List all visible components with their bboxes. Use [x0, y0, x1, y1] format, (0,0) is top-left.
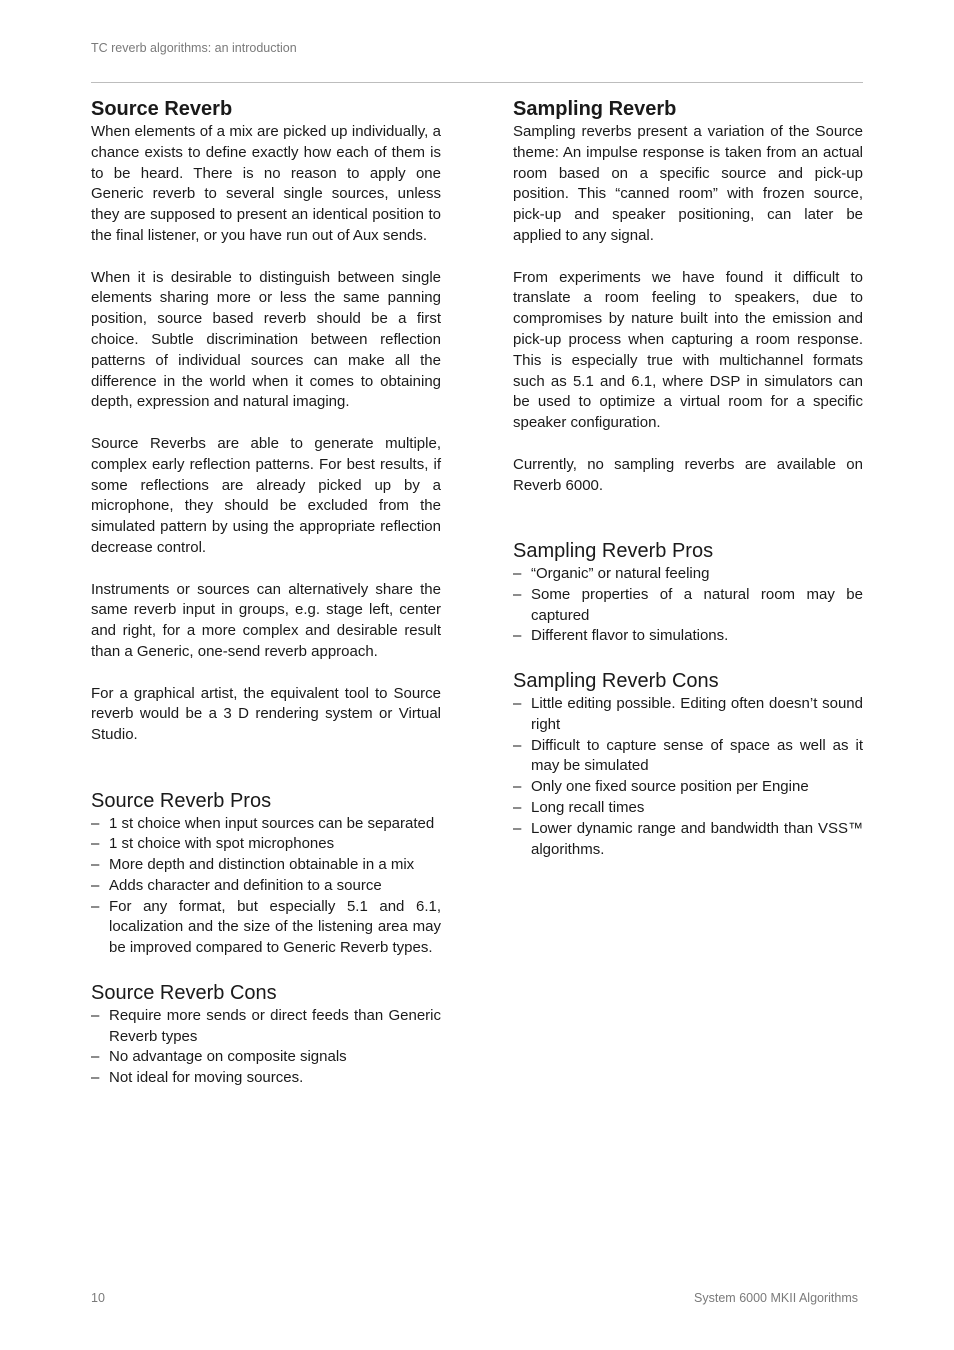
sampling-reverb-paragraph-1: Sampling reverbs present a variation of the Source theme: An impulse response is taken from an actual room based on a specific source and pick-up position. This “canned room” with frozen source, pick-up and speaker positioning, can later be applied to any signal. — [513, 123, 863, 244]
list-item: – Different flavor to simulations. — [513, 626, 863, 647]
spacer — [91, 767, 441, 788]
source-reverb-paragraph-5: For a graphical artist, the equivalent tool to Source reverb would be a 3 D rendering system or Virtual Studio. — [91, 684, 441, 744]
list-item: – For any format, but especially 5.1 and 6.1, localization and the size of the listening area may be improved compared to Generic Reverb types. — [91, 897, 441, 959]
sampling-reverb-paragraph-3: Currently, no sampling reverbs are available on Reverb 6000. — [513, 455, 863, 494]
sampling-reverb-heading: Sampling Reverb — [513, 98, 677, 120]
list-item: – Difficult to capture sense of space as well as it may be simulated — [513, 736, 863, 778]
page-number: 10 — [91, 1291, 105, 1305]
running-head: TC reverb algorithms: an introduction — [91, 41, 297, 55]
list-item: – Lower dynamic range and bandwidth than VSS™ algorithms. — [513, 819, 863, 861]
list-item: – Long recall times — [513, 798, 863, 819]
list-item: – Some properties of a natural room may be captured — [513, 585, 863, 627]
sampling-reverb-paragraph-2: From experiments we have found it difficult to translate a room feeling to speakers, due to compromises by nature built into the emission and pick-up process when capturing a room response. This is especially true with multichannel formats such as 5.1 and 6.1, where DSP in simulators can be used to optimize a virtual room for a specific speaker configuration. — [513, 268, 863, 432]
spacer — [513, 517, 863, 538]
list-item: – Little editing possible. Editing often doesn’t sound right — [513, 694, 863, 736]
source-reverb-paragraph-3: Source Reverbs are able to generate multiple, complex early reflection patterns. For best results, if some reflections are already picked up by a microphone, they should be excluded from the simulated pattern by using the appropriate reflection decrease control. — [91, 434, 441, 556]
right-column — [513, 96, 863, 881]
list-item: – Not ideal for moving sources. — [91, 1068, 441, 1089]
list-item: – More depth and distinction obtainable in a mix — [91, 855, 441, 876]
source-reverb-heading: Source Reverb — [91, 98, 233, 120]
source-reverb-cons-list — [91, 1006, 441, 1089]
source-reverb-paragraph-1: When elements of a mix are picked up individually, a chance exists to define exactly how each of them is to be heard. There is no reason to apply one Generic reverb to several single sources, unless they are supposed to present an identical position to the final listener, or you have run out of Aux sends. — [91, 123, 441, 244]
footer-product-title: System 6000 MKII Algorithms — [694, 1291, 858, 1305]
list-item: – No advantage on composite signals — [91, 1047, 441, 1068]
header-rule — [91, 82, 863, 83]
list-item: – 1 st choice with spot microphones — [91, 834, 441, 855]
source-reverb-cons-heading: Source Reverb Cons — [91, 981, 277, 1004]
sampling-reverb-pros-heading: Sampling Reverb Pros — [513, 539, 714, 562]
source-reverb-paragraph-2: When it is desirable to distinguish between single elements sharing more or less the same panning position, source based reverb should be a first choice. Subtle discrimination between reflection patterns of individual sources can make all the difference in the world when it comes to obtaining depth, expression and natural imaging. — [91, 268, 441, 411]
source-reverb-paragraph-4: Instruments or sources can alternatively share the same reverb input in groups, e.g. stage left, center and right, for a more complex and desirable result than a Generic, one-send reverb approach. — [91, 580, 441, 660]
sampling-reverb-pros-list — [513, 564, 863, 647]
source-reverb-pros-list — [91, 814, 441, 960]
list-item: – 1 st choice when input sources can be separated — [91, 814, 441, 835]
list-item: – Require more sends or direct feeds than Generic Reverb types — [91, 1006, 441, 1048]
list-item: – Only one fixed source position per Engine — [513, 777, 863, 798]
sampling-reverb-cons-list — [513, 694, 863, 860]
list-item: – Adds character and definition to a source — [91, 876, 441, 897]
left-column — [91, 96, 441, 1110]
source-reverb-pros-heading: Source Reverb Pros — [91, 789, 272, 812]
sampling-reverb-cons-heading: Sampling Reverb Cons — [513, 669, 719, 692]
list-item: – “Organic” or natural feeling — [513, 564, 863, 585]
